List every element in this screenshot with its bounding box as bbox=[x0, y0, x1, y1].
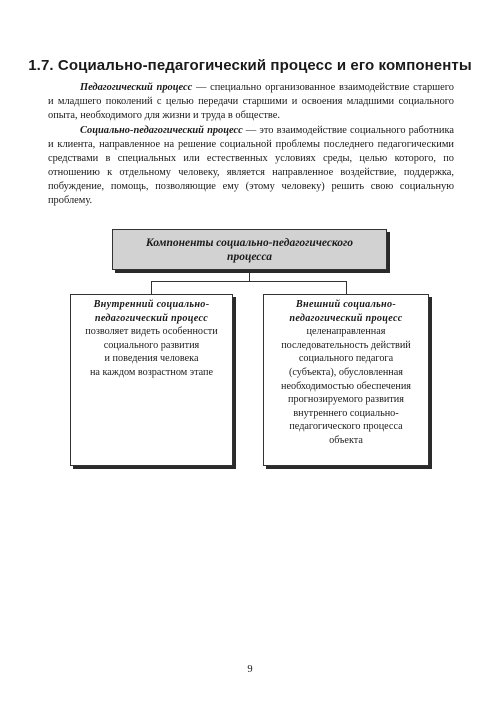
internal-process-line: и поведения человека bbox=[104, 353, 199, 365]
external-process-line: социального педагога bbox=[298, 353, 394, 365]
section-heading: 1.7. Социально-педагогический процесс и его компоненты bbox=[28, 57, 472, 74]
external-process-line: внутреннего социально- bbox=[293, 407, 399, 419]
internal-process-box bbox=[70, 294, 233, 466]
definition-social-pedagogical-process: — это взаимодействие социального работника и клиента, направленное на решение социальной проблемы последнего педагогическими средствами в специальных или естественных условиях среды, целью которого, по отношению к отдельному человеку, является направленное воздействие, поддержка, побуждение, помощь, позволяющие ему (этому человеку) решить свою социальную проблему. bbox=[48, 125, 454, 207]
external-process-line: (субъекта), обусловленная bbox=[289, 366, 403, 378]
internal-process-line: на каждом возрастном этапе bbox=[89, 366, 214, 378]
external-process-box bbox=[263, 294, 429, 466]
external-process-line: педагогического процесса bbox=[289, 421, 403, 433]
diagram-top-box bbox=[112, 229, 387, 270]
internal-process-line: социального развития bbox=[103, 339, 200, 351]
term-social-pedagogical-process: Социально-педагогический процесс bbox=[80, 125, 243, 136]
connector-horizontal bbox=[151, 281, 347, 282]
term-pedagogical-process: Педагогический процесс bbox=[80, 82, 193, 93]
paragraph-social-pedagogical-process bbox=[48, 124, 454, 209]
connector-vertical bbox=[249, 273, 250, 281]
internal-process-title-line2: педагогический процесс bbox=[94, 312, 209, 324]
external-process-line: прогнозируемого развития bbox=[288, 394, 404, 406]
external-process-title-line2: педагогический процесс bbox=[289, 312, 403, 324]
external-process-line: необходимостью обеспечения bbox=[281, 380, 411, 392]
paragraph-pedagogical-process bbox=[48, 81, 454, 123]
external-process-line: последовательность действий bbox=[281, 339, 411, 351]
external-process-line: целенаправленная bbox=[306, 326, 386, 338]
external-process-line: объекта bbox=[329, 434, 363, 446]
internal-process-line: позволяет видеть особенности bbox=[85, 326, 218, 338]
internal-process-title-line1: Внутренний социально- bbox=[93, 299, 210, 310]
diagram-top-box-label: Компоненты социально-педагогического процесса bbox=[145, 236, 354, 263]
external-process-title-line1: Внешний социально- bbox=[295, 299, 397, 310]
definition-pedagogical-process: — специально организованное взаимодействие старшего и младшего поколений с целью передачи старшими и освоения младшими социального опыта, необходимого для жизни и труда в обществе. bbox=[48, 82, 454, 122]
connector-left-drop bbox=[151, 281, 152, 294]
page-number: 9 bbox=[247, 664, 253, 675]
connector-right-drop bbox=[346, 281, 347, 294]
